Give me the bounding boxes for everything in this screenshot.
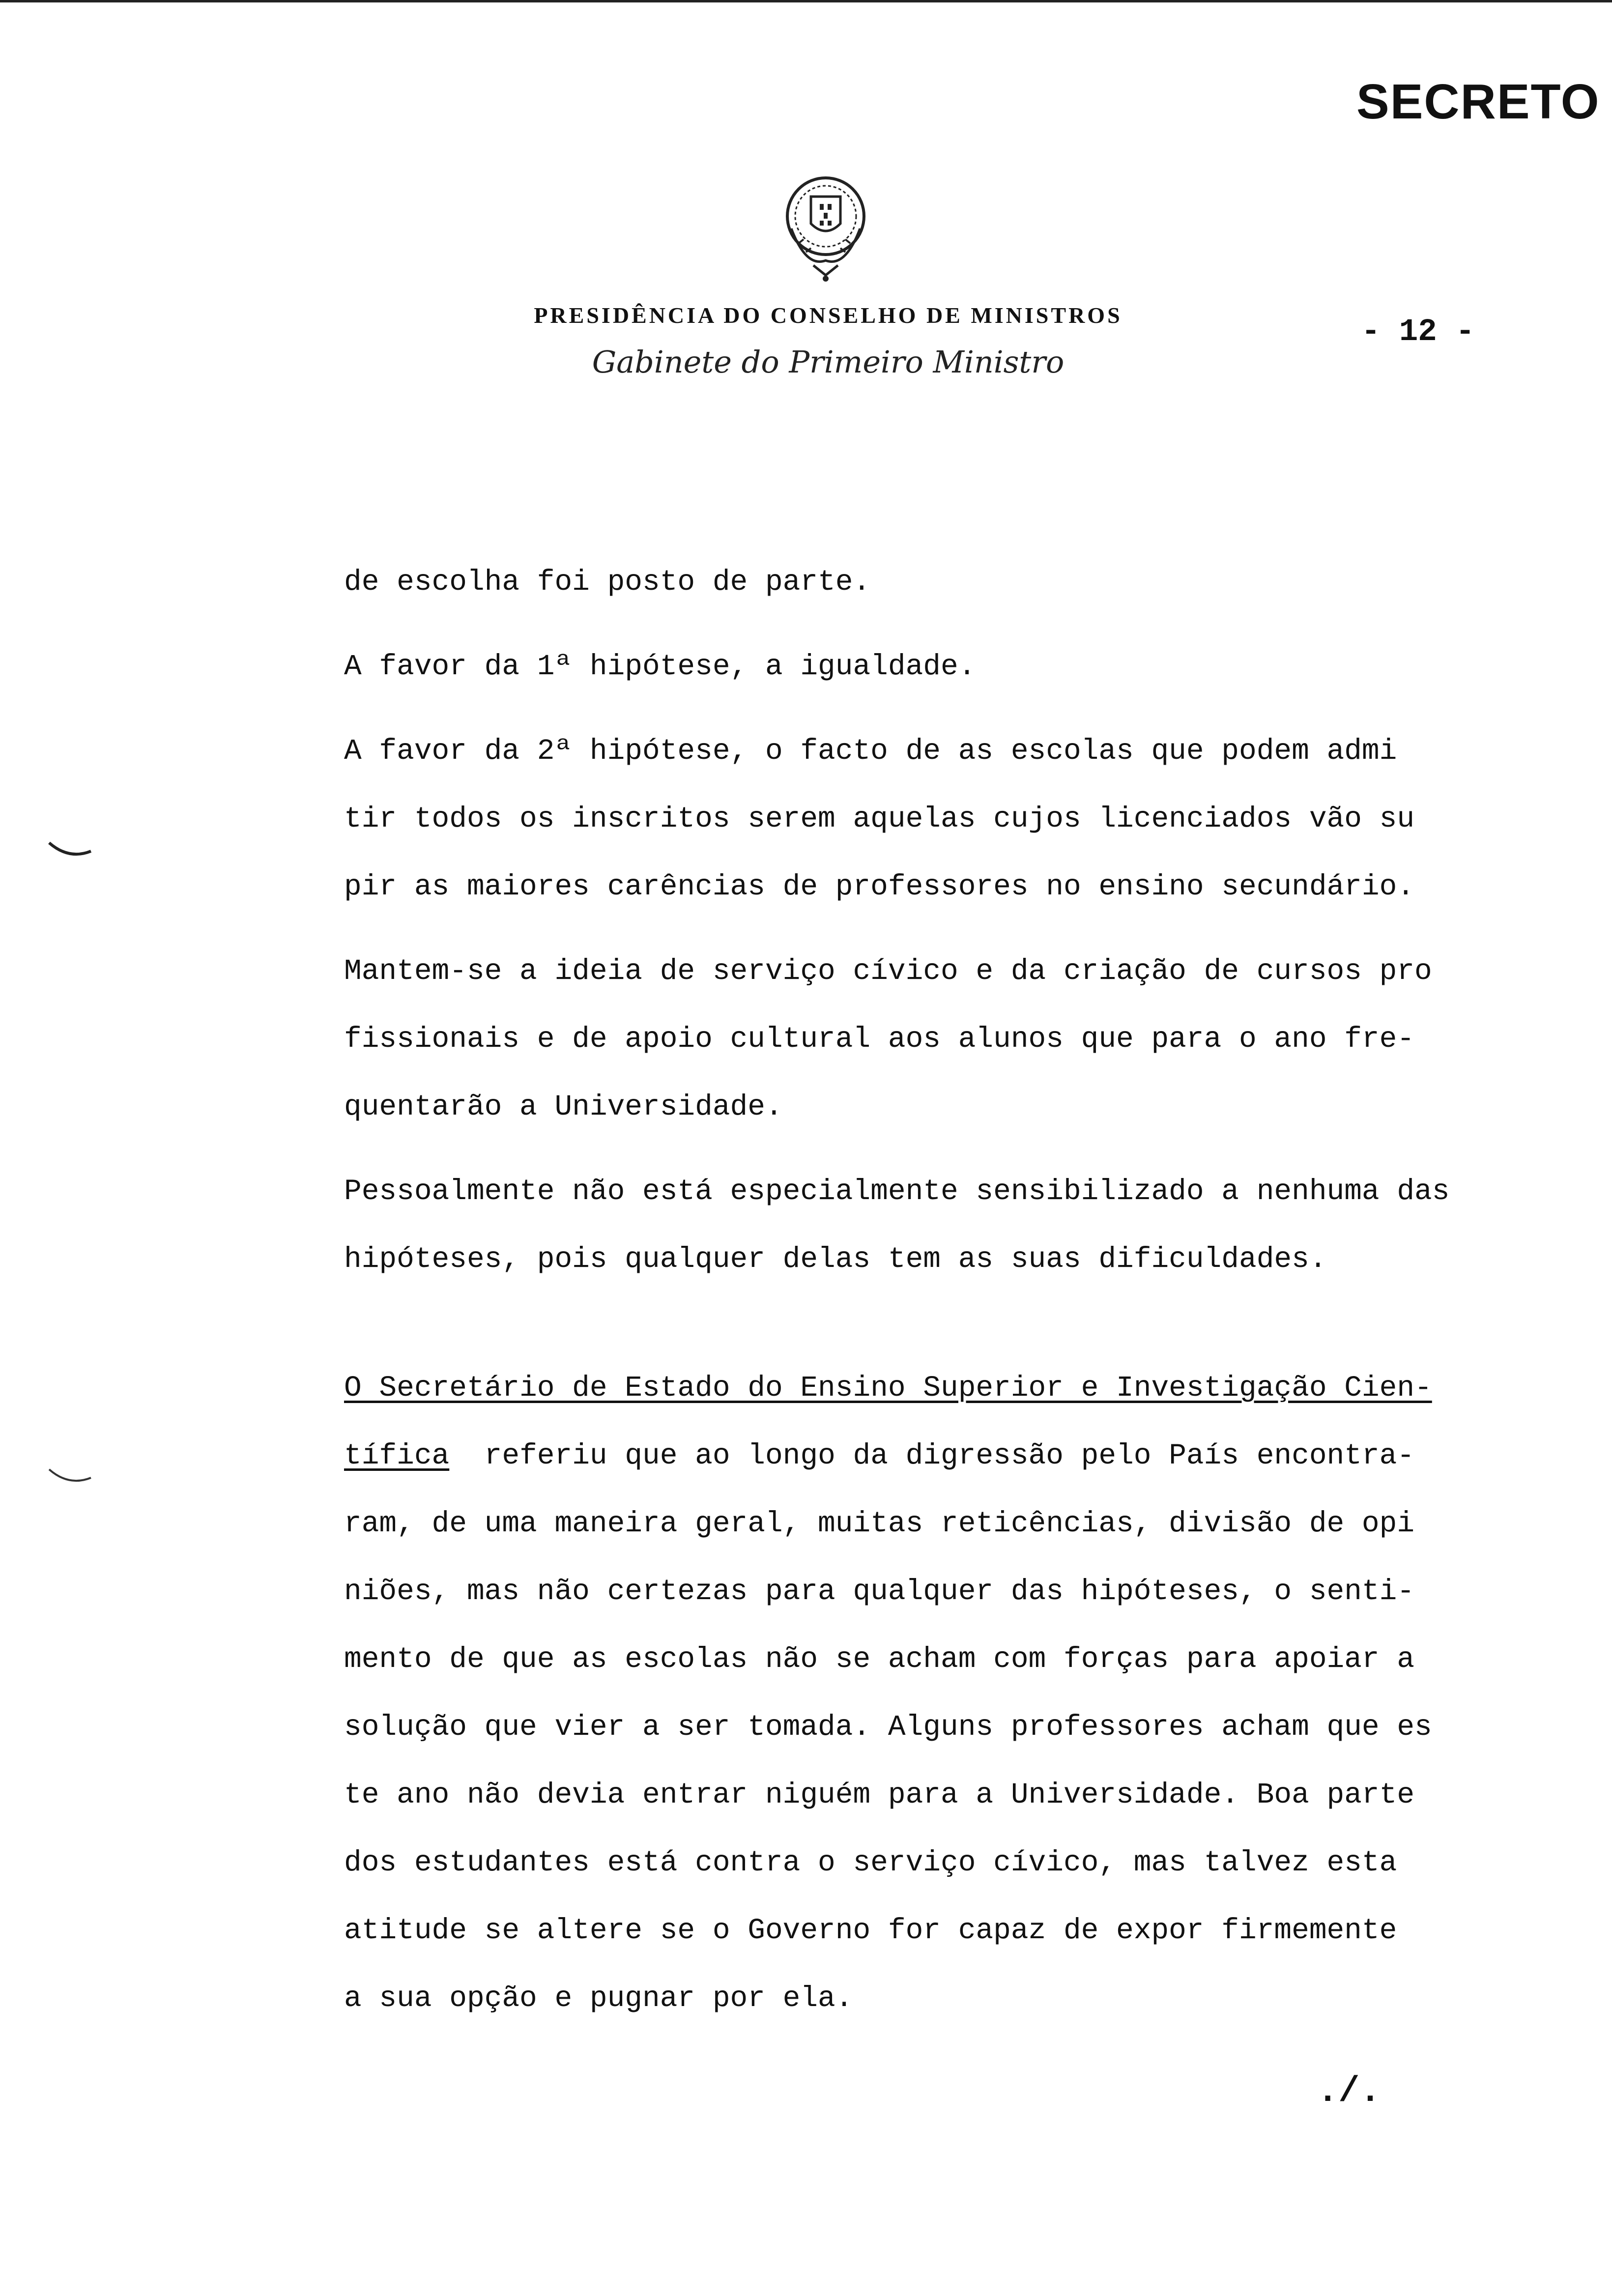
text-line: de escolha foi posto de parte. [344,565,871,599]
text-line: tir todos os inscritos serem aquelas cujos licenciados vão su [344,802,1415,835]
speaker-title-end: tífica [344,1439,450,1472]
text-line: te ano não devia entrar niguém para a Universidade. Boa parte [344,1778,1415,1811]
text-line: mento de que as escolas não se acham com forças para apoiar a [344,1642,1415,1676]
top-edge-rule [0,0,1612,2]
text-line: ram, de uma maneira geral, muitas reticências, divisão de opi [344,1507,1415,1540]
text-line-rest: referiu que ao longo da digressão pelo País encontra- [484,1439,1415,1472]
text-line: Mantem-se a ideia de serviço cívico e da criação de cursos pro [344,954,1432,988]
header-title: PRESIDÊNCIA DO CONSELHO DE MINISTROS [534,303,1123,328]
text-line: quentarão a Universidade. [344,1090,783,1123]
text-line: solução que vier a ser tomada. Alguns professores acham que es [344,1710,1432,1744]
speaker-title-line: O Secretário de Estado do Ensino Superior e Investigação Cien- [344,1371,1432,1405]
text-line [344,1422,1474,1490]
text-line: fissionais e de apoio cultural aos alunos que para o ano fre- [344,1022,1415,1056]
text-line: A favor da 1ª hipótese, a igualdade. [344,650,976,683]
intro-paragraphs [344,548,1474,1293]
text-line: pir as maiores carências de professores no ensino secundário. [344,870,1415,903]
header-subtitle: Gabinete do Primeiro Ministro [592,344,1065,380]
text-line: niões, mas não certezas para qualquer das hipóteses, o senti- [344,1575,1415,1608]
page-number: - 12 - [1361,315,1475,350]
continuation-mark: ./. [1317,2071,1381,2112]
text-line: hipóteses, pois qualquer delas tem as suas dificuldades. [344,1242,1327,1276]
coat-of-arms-icon [772,170,880,287]
text-line: A favor da 2ª hipótese, o facto de as escolas que podem admi [344,734,1397,768]
text-line: dos estudantes está contra o serviço cívico, mas talvez esta [344,1846,1397,1879]
secretary-paragraph [344,1354,1474,2032]
punch-hole-mark-icon [47,840,93,860]
punch-hole-mark-icon [47,1467,93,1487]
text-line: Pessoalmente não está especialmente sensibilizado a nenhuma das [344,1175,1450,1208]
text-line: atitude se altere se o Governo for capaz de expor firmemente [344,1914,1397,1947]
classification-stamp: SECRETO [1356,74,1600,129]
text-line: a sua opção e pugnar por ela. [344,1981,853,2015]
